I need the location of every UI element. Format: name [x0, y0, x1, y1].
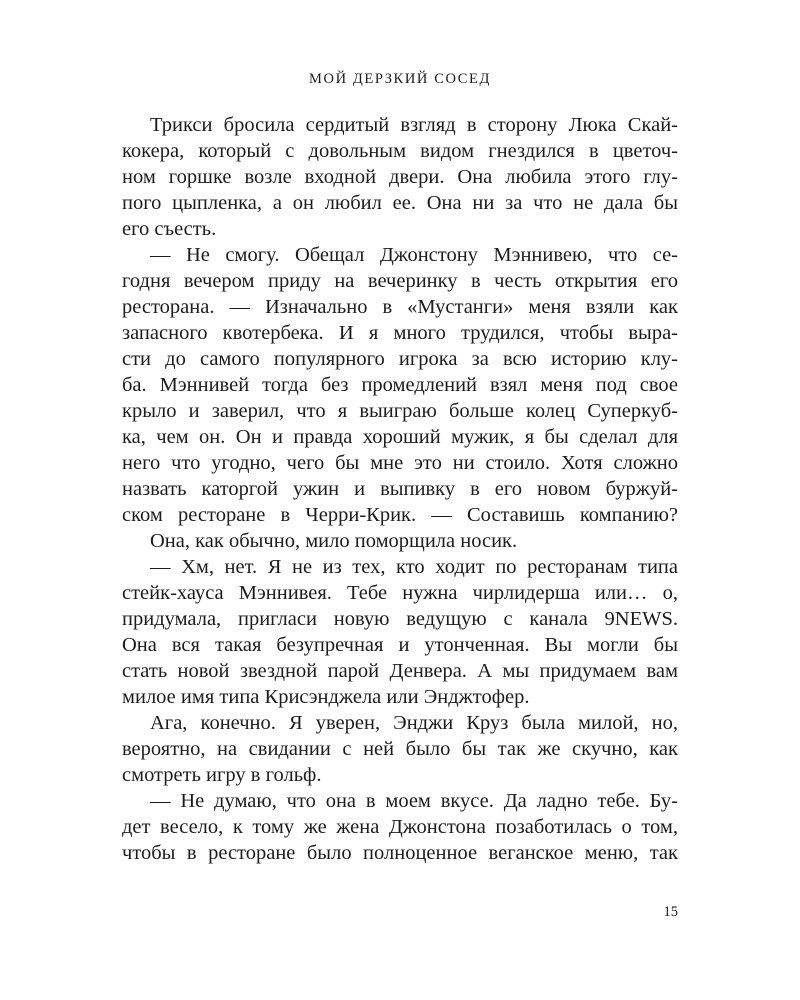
- text-line: — Не смогу. Обещал Джонстону Мэннивею, что се-: [150, 244, 678, 266]
- text-line: ском ресторане в Черри-Крик. — Составишь компанию?: [122, 504, 678, 526]
- text-line: стать новой звездной парой Денвера. А мы придумаем вам: [122, 660, 678, 682]
- text-line: ба. Мэннивей тогда без промедлений взял меня под свое: [122, 374, 678, 396]
- text-line: годня вечером приду на вечеринку в честь открытия его: [122, 270, 678, 292]
- text-line: назвать каторгой ужин и выпивку в его новом буржуй-: [122, 478, 678, 500]
- text-line: — Не думаю, что она в моем вкусе. Да ладно тебе. Бу-: [150, 790, 678, 812]
- running-head-title: МОЙ ДЕРЗКИЙ СОСЕД: [309, 71, 491, 87]
- text-line: смотреть игру в гольф.: [122, 764, 322, 786]
- text-line: стейк-хауса Мэннивея. Тебе нужна чирлидерша или… о,: [122, 582, 678, 604]
- text-line: его съесть.: [122, 218, 217, 240]
- text-line: Ага, конечно. Я уверен, Энджи Круз была милой, но,: [150, 712, 678, 734]
- text-line: запасного квотербека. И я много трудился, чтобы выра-: [122, 322, 678, 344]
- text-line: Она, как обычно, мило поморщила носик.: [150, 530, 518, 552]
- text-line: крыло и заверил, что я выиграю больше колец Суперкуб-: [122, 400, 678, 422]
- text-line: вероятно, на свидании с ней было бы так же скучно, как: [122, 738, 678, 760]
- text-line: ном горшке возле входной двери. Она любила этого глу-: [122, 166, 678, 188]
- text-line: пого цыпленка, а он любил ее. Она ни за что не дала бы: [122, 192, 678, 214]
- text-line: сти до самого популярного игрока за всю историю клу-: [122, 348, 678, 370]
- page-number: 15: [663, 904, 678, 920]
- text-line: него что угодно, чего бы мне это ни стоило. Хотя сложно: [122, 452, 678, 474]
- text-line: кокера, который с довольным видом гнездился в цветоч-: [122, 140, 678, 162]
- text-line: милое имя типа Крисэнджела или Энджтофер.: [122, 686, 530, 708]
- text-line: придумала, пригласи новую ведущую с канала 9NEWS.: [122, 608, 678, 630]
- text-line: ка, чем он. Он и правда хороший мужик, я бы сделал для: [122, 426, 678, 448]
- text-line: чтобы в ресторане было полноценное веганское меню, так: [122, 842, 678, 864]
- body-text: [122, 112, 678, 866]
- text-line: — Хм, нет. Я не из тех, кто ходит по ресторанам типа: [150, 556, 678, 578]
- text-line: ресторана. — Изначально в «Мустанги» меня взяли как: [122, 296, 678, 318]
- text-line: дет весело, к тому же жена Джонстона позаботилась о том,: [122, 816, 678, 838]
- text-line: Она вся такая безупречная и утонченная. Вы могли бы: [122, 634, 678, 656]
- text-line: Трикси бросила сердитый взгляд в сторону Люка Скай-: [150, 114, 678, 136]
